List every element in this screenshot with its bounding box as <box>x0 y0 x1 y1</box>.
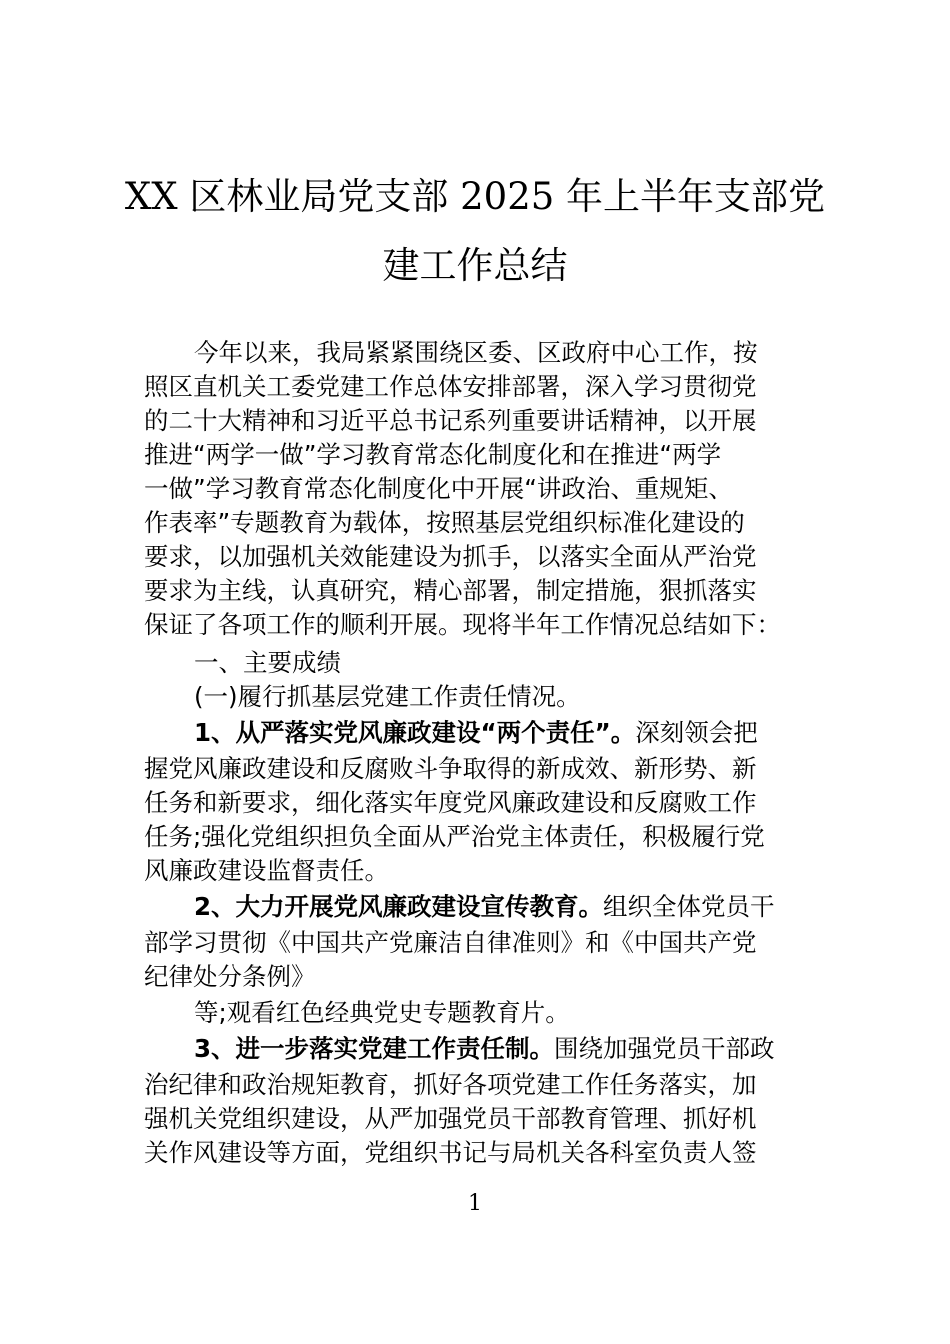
item-2-continuation: 等;观看红色经典党史专题教育片。 <box>194 998 570 1027</box>
item-2-line: 纪律处分条例》 <box>144 962 316 991</box>
intro-line: 今年以来，我局紧紧围绕区委、区政府中心工作，按 <box>194 338 758 367</box>
item-2-line: 部学习贯彻《中国共产党廉洁自律准则》和《中国共产党 <box>144 928 757 957</box>
item-2-text: 组织全体党员干 <box>603 892 775 921</box>
item-1-line: 任务;强化党组织担负全面从严治党主体责任，积极履行党 <box>144 822 765 851</box>
intro-line: 一做”学习教育常态化制度化中开展“讲政治、重规矩、 <box>144 474 733 503</box>
subsection-heading: (一)履行抓基层党建工作责任情况。 <box>194 682 581 711</box>
item-1-first-line <box>194 716 824 750</box>
document-title-line-1: XX 区林业局党支部 2025 年上半年支部党 <box>124 175 826 218</box>
item-1-heading: 1、从严落实党风廉政建设“两个责任”。 <box>194 718 636 747</box>
document-title-line-2: 建工作总结 <box>382 244 568 287</box>
item-3-first-line <box>194 1032 824 1066</box>
intro-line: 照区直机关工委党建工作总体安排部署，深入学习贯彻党 <box>144 372 757 401</box>
intro-line: 保证了各项工作的顺利开展。现将半年工作情况总结如下： <box>144 610 781 639</box>
item-2-heading: 2、大力开展党风廉政建设宣传教育。 <box>194 892 604 921</box>
intro-line: 推进“两学一做”学习教育常态化制度化和在推进“两学 <box>144 440 722 469</box>
section-heading: 一、主要成绩 <box>194 648 341 677</box>
item-3-line: 强机关党组织建设，从严加强党员干部教育管理、抓好机 <box>144 1104 757 1133</box>
item-1-line: 任务和新要求，细化落实年度党风廉政建设和反腐败工作 <box>144 788 757 817</box>
intro-line: 要求，以加强机关效能建设为抓手，以落实全面从严治党 <box>144 542 757 571</box>
item-2-first-line <box>194 890 824 924</box>
item-1-line: 风廉政建设监督责任。 <box>144 856 389 885</box>
intro-line: 作表率”专题教育为载体，按照基层党组织标准化建设的 <box>144 508 745 537</box>
item-3-heading: 3、进一步落实党建工作责任制。 <box>194 1034 555 1063</box>
intro-line: 的二十大精神和习近平总书记系列重要讲话精神，以开展 <box>144 406 757 435</box>
intro-line: 要求为主线，认真研究，精心部署，制定措施，狠抓落实 <box>144 576 757 605</box>
item-3-line: 治纪律和政治规矩教育，抓好各项党建工作任务落实，加 <box>144 1070 757 1099</box>
item-1-line: 握党风廉政建设和反腐败斗争取得的新成效、新形势、新 <box>144 754 757 783</box>
page-number: 1 <box>468 1191 482 1216</box>
item-3-line: 关作风建设等方面，党组织书记与局机关各科室负责人签 <box>144 1138 757 1167</box>
item-1-text: 深刻领会把 <box>635 718 758 747</box>
item-3-text: 围绕加强党员干部政 <box>554 1034 775 1063</box>
